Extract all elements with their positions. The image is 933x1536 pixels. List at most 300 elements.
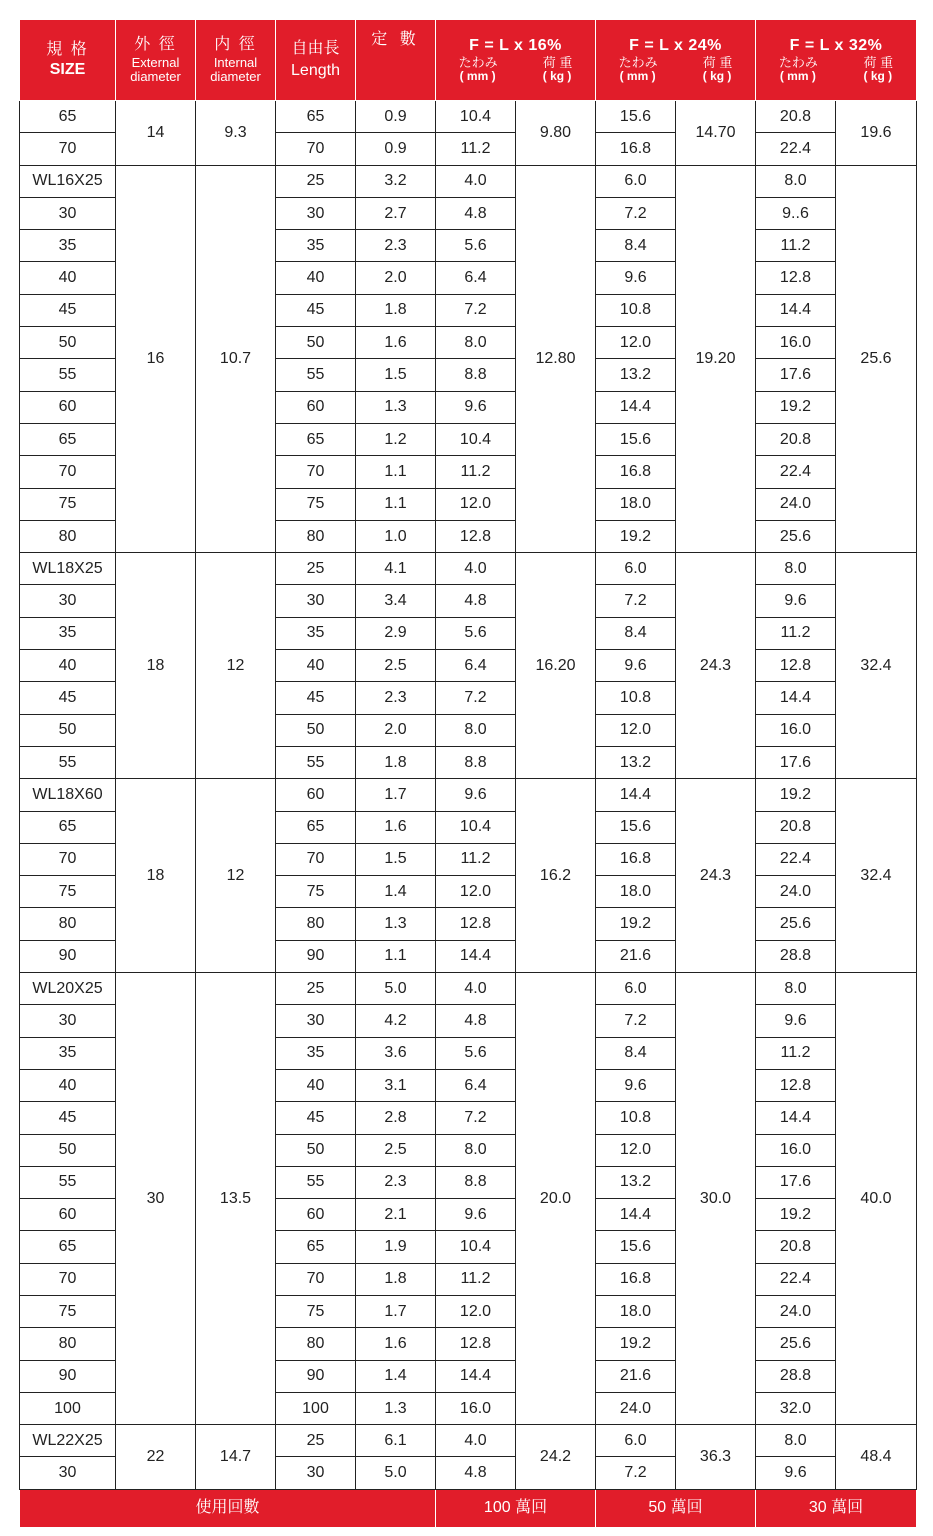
deflection-16-cell: 16.0 (436, 1392, 516, 1424)
length-cell: 70 (276, 843, 356, 875)
external-diameter-cell: 18 (116, 779, 196, 973)
deflection-32-cell: 12.8 (756, 1069, 836, 1101)
deflection-16-cell: 6.4 (436, 650, 516, 682)
size-cell: WL16X25 (20, 165, 116, 197)
load-32-cell: 19.6 (836, 101, 917, 166)
constant-cell: 1.6 (356, 1328, 436, 1360)
footer-life-32: 30 萬回 (756, 1489, 917, 1527)
deflection-24-cell: 6.0 (596, 165, 676, 197)
size-cell: 75 (20, 876, 116, 908)
deflection-24-cell: 6.0 (596, 973, 676, 1005)
constant-cell: 1.8 (356, 294, 436, 326)
deflection-16-cell: 12.8 (436, 520, 516, 552)
size-cell: 30 (20, 1457, 116, 1489)
deflection-24-cell: 9.6 (596, 650, 676, 682)
size-cell: 40 (20, 1069, 116, 1101)
deflection-32-cell: 11.2 (756, 1037, 836, 1069)
load-24-cell: 36.3 (676, 1425, 756, 1490)
deflection-16-cell: 11.2 (436, 1263, 516, 1295)
size-cell: 75 (20, 488, 116, 520)
size-cell: 100 (20, 1392, 116, 1424)
length-cell: 70 (276, 456, 356, 488)
length-cell: 40 (276, 262, 356, 294)
size-cell: 30 (20, 197, 116, 229)
deflection-16-cell: 9.6 (436, 779, 516, 811)
deflection-16-cell: 10.4 (436, 101, 516, 133)
deflection-32-cell: 8.0 (756, 1425, 836, 1457)
deflection-32-cell: 20.8 (756, 811, 836, 843)
deflection-32-cell: 14.4 (756, 682, 836, 714)
length-cell: 60 (276, 779, 356, 811)
size-cell: 55 (20, 746, 116, 778)
length-cell: 30 (276, 197, 356, 229)
deflection-32-cell: 24.0 (756, 1295, 836, 1327)
length-cell: 90 (276, 940, 356, 972)
constant-cell: 1.7 (356, 779, 436, 811)
length-cell: 80 (276, 1328, 356, 1360)
deflection-32-cell: 19.2 (756, 1199, 836, 1231)
length-cell: 65 (276, 811, 356, 843)
footer-life-16: 100 萬回 (436, 1489, 596, 1527)
deflection-16-cell: 8.0 (436, 327, 516, 359)
deflection-24-cell: 21.6 (596, 1360, 676, 1392)
length-cell: 80 (276, 908, 356, 940)
deflection-16-cell: 9.6 (436, 1199, 516, 1231)
deflection-16-cell: 12.0 (436, 1295, 516, 1327)
deflection-16-cell: 8.0 (436, 1134, 516, 1166)
length-cell: 25 (276, 1425, 356, 1457)
length-cell: 30 (276, 1457, 356, 1489)
constant-cell: 1.1 (356, 488, 436, 520)
constant-cell: 1.9 (356, 1231, 436, 1263)
deflection-16-cell: 14.4 (436, 1360, 516, 1392)
length-cell: 40 (276, 650, 356, 682)
header-size: 規 格 SIZE (20, 20, 116, 101)
size-cell: 45 (20, 1102, 116, 1134)
size-cell: 90 (20, 940, 116, 972)
deflection-32-cell: 28.8 (756, 940, 836, 972)
table-body (20, 101, 917, 1490)
deflection-16-cell: 10.4 (436, 811, 516, 843)
constant-cell: 2.3 (356, 682, 436, 714)
deflection-32-cell: 12.8 (756, 650, 836, 682)
constant-cell: 1.8 (356, 1263, 436, 1295)
internal-diameter-cell: 10.7 (196, 165, 276, 553)
constant-cell: 1.1 (356, 940, 436, 972)
load-24-cell: 30.0 (676, 973, 756, 1425)
deflection-24-cell: 14.4 (596, 391, 676, 423)
table-header (20, 20, 917, 101)
deflection-32-cell: 12.8 (756, 262, 836, 294)
deflection-24-cell: 16.8 (596, 456, 676, 488)
deflection-24-cell: 15.6 (596, 811, 676, 843)
size-cell: 65 (20, 101, 116, 133)
deflection-16-cell: 10.4 (436, 1231, 516, 1263)
length-cell: 50 (276, 1134, 356, 1166)
header-length: 自由長 Length (276, 20, 356, 101)
length-cell: 90 (276, 1360, 356, 1392)
header-group-24: F = L x 24% たわみ 荷 重 ( mm ) ( kg ) (596, 20, 756, 101)
deflection-32-cell: 32.0 (756, 1392, 836, 1424)
external-diameter-cell: 14 (116, 101, 196, 166)
deflection-24-cell: 16.8 (596, 1263, 676, 1295)
deflection-32-cell: 25.6 (756, 520, 836, 552)
internal-diameter-cell: 13.5 (196, 973, 276, 1425)
deflection-16-cell: 8.8 (436, 359, 516, 391)
deflection-24-cell: 8.4 (596, 1037, 676, 1069)
length-cell: 35 (276, 1037, 356, 1069)
deflection-32-cell: 22.4 (756, 843, 836, 875)
constant-cell: 1.5 (356, 843, 436, 875)
constant-cell: 4.2 (356, 1005, 436, 1037)
constant-cell: 3.2 (356, 165, 436, 197)
deflection-24-cell: 8.4 (596, 617, 676, 649)
deflection-16-cell: 4.0 (436, 553, 516, 585)
deflection-32-cell: 20.8 (756, 423, 836, 455)
deflection-16-cell: 4.8 (436, 1457, 516, 1489)
constant-cell: 1.3 (356, 391, 436, 423)
size-cell: 70 (20, 1263, 116, 1295)
length-cell: 80 (276, 520, 356, 552)
deflection-24-cell: 9.6 (596, 262, 676, 294)
deflection-24-cell: 16.8 (596, 843, 676, 875)
deflection-24-cell: 8.4 (596, 230, 676, 262)
deflection-32-cell: 17.6 (756, 1166, 836, 1198)
size-cell: WL20X25 (20, 973, 116, 1005)
constant-cell: 2.9 (356, 617, 436, 649)
length-cell: 45 (276, 294, 356, 326)
deflection-16-cell: 4.8 (436, 197, 516, 229)
deflection-24-cell: 12.0 (596, 714, 676, 746)
deflection-32-cell: 25.6 (756, 908, 836, 940)
size-cell: 65 (20, 1231, 116, 1263)
deflection-32-cell: 9..6 (756, 197, 836, 229)
load-16-cell: 20.0 (516, 973, 596, 1425)
size-cell: 55 (20, 359, 116, 391)
deflection-16-cell: 5.6 (436, 617, 516, 649)
deflection-24-cell: 19.2 (596, 1328, 676, 1360)
deflection-32-cell: 20.8 (756, 101, 836, 133)
deflection-16-cell: 4.0 (436, 973, 516, 1005)
deflection-24-cell: 19.2 (596, 908, 676, 940)
deflection-24-cell: 10.8 (596, 682, 676, 714)
length-cell: 30 (276, 1005, 356, 1037)
deflection-24-cell: 15.6 (596, 423, 676, 455)
deflection-16-cell: 12.0 (436, 488, 516, 520)
deflection-32-cell: 14.4 (756, 294, 836, 326)
load-32-cell: 48.4 (836, 1425, 917, 1490)
deflection-24-cell: 7.2 (596, 1457, 676, 1489)
footer-life-24: 50 萬回 (596, 1489, 756, 1527)
deflection-24-cell: 7.2 (596, 1005, 676, 1037)
deflection-16-cell: 4.0 (436, 165, 516, 197)
constant-cell: 1.4 (356, 1360, 436, 1392)
size-cell: WL22X25 (20, 1425, 116, 1457)
load-16-cell: 16.20 (516, 553, 596, 779)
deflection-32-cell: 16.0 (756, 1134, 836, 1166)
size-cell: 35 (20, 617, 116, 649)
constant-cell: 0.9 (356, 101, 436, 133)
length-cell: 65 (276, 101, 356, 133)
deflection-16-cell: 10.4 (436, 423, 516, 455)
size-cell: WL18X25 (20, 553, 116, 585)
size-cell: 30 (20, 1005, 116, 1037)
deflection-16-cell: 11.2 (436, 456, 516, 488)
deflection-24-cell: 12.0 (596, 1134, 676, 1166)
deflection-16-cell: 4.0 (436, 1425, 516, 1457)
constant-cell: 2.3 (356, 230, 436, 262)
load-32-cell: 32.4 (836, 779, 917, 973)
deflection-32-cell: 19.2 (756, 391, 836, 423)
table-row (20, 101, 917, 133)
external-diameter-cell: 22 (116, 1425, 196, 1490)
size-cell: 55 (20, 1166, 116, 1198)
deflection-32-cell: 16.0 (756, 327, 836, 359)
size-cell: 70 (20, 133, 116, 165)
length-cell: 35 (276, 230, 356, 262)
size-cell: WL18X60 (20, 779, 116, 811)
table-row (20, 779, 917, 811)
constant-cell: 1.6 (356, 327, 436, 359)
load-16-cell: 9.80 (516, 101, 596, 166)
deflection-16-cell: 5.6 (436, 230, 516, 262)
length-cell: 55 (276, 746, 356, 778)
constant-cell: 6.1 (356, 1425, 436, 1457)
deflection-24-cell: 18.0 (596, 876, 676, 908)
constant-cell: 1.4 (356, 876, 436, 908)
deflection-16-cell: 11.2 (436, 843, 516, 875)
deflection-24-cell: 10.8 (596, 1102, 676, 1134)
constant-cell: 3.4 (356, 585, 436, 617)
header-internal-diameter: 内 徑 Internal diameter (196, 20, 276, 101)
deflection-24-cell: 13.2 (596, 746, 676, 778)
size-cell: 60 (20, 391, 116, 423)
deflection-24-cell: 18.0 (596, 1295, 676, 1327)
length-cell: 55 (276, 1166, 356, 1198)
internal-diameter-cell: 14.7 (196, 1425, 276, 1490)
footer-label: 使用回數 (20, 1489, 436, 1527)
constant-cell: 2.1 (356, 1199, 436, 1231)
length-cell: 25 (276, 165, 356, 197)
spring-spec-table (19, 19, 917, 1528)
size-cell: 50 (20, 714, 116, 746)
constant-cell: 1.0 (356, 520, 436, 552)
size-cell: 35 (20, 1037, 116, 1069)
size-cell: 50 (20, 327, 116, 359)
constant-cell: 1.7 (356, 1295, 436, 1327)
load-24-cell: 19.20 (676, 165, 756, 553)
constant-cell: 2.8 (356, 1102, 436, 1134)
header-group-32: F = L x 32% たわみ 荷 重 ( mm ) ( kg ) (756, 20, 917, 101)
internal-diameter-cell: 12 (196, 779, 276, 973)
deflection-24-cell: 14.4 (596, 1199, 676, 1231)
deflection-24-cell: 13.2 (596, 359, 676, 391)
size-cell: 70 (20, 843, 116, 875)
deflection-32-cell: 8.0 (756, 553, 836, 585)
constant-cell: 1.1 (356, 456, 436, 488)
deflection-32-cell: 8.0 (756, 165, 836, 197)
length-cell: 65 (276, 423, 356, 455)
deflection-24-cell: 18.0 (596, 488, 676, 520)
constant-cell: 1.5 (356, 359, 436, 391)
deflection-24-cell: 21.6 (596, 940, 676, 972)
deflection-16-cell: 12.8 (436, 1328, 516, 1360)
length-cell: 55 (276, 359, 356, 391)
deflection-16-cell: 12.0 (436, 876, 516, 908)
load-24-cell: 24.3 (676, 779, 756, 973)
deflection-32-cell: 22.4 (756, 1263, 836, 1295)
constant-cell: 3.1 (356, 1069, 436, 1101)
constant-cell: 2.3 (356, 1166, 436, 1198)
deflection-32-cell: 9.6 (756, 585, 836, 617)
deflection-24-cell: 6.0 (596, 553, 676, 585)
length-cell: 70 (276, 1263, 356, 1295)
size-cell: 60 (20, 1199, 116, 1231)
deflection-32-cell: 20.8 (756, 1231, 836, 1263)
size-cell: 80 (20, 520, 116, 552)
size-cell: 30 (20, 585, 116, 617)
constant-cell: 2.7 (356, 197, 436, 229)
size-cell: 75 (20, 1295, 116, 1327)
deflection-24-cell: 6.0 (596, 1425, 676, 1457)
load-16-cell: 16.2 (516, 779, 596, 973)
table-row (20, 973, 917, 1005)
load-16-cell: 12.80 (516, 165, 596, 553)
constant-cell: 1.2 (356, 423, 436, 455)
table-row (20, 1425, 917, 1457)
length-cell: 25 (276, 553, 356, 585)
deflection-32-cell: 16.0 (756, 714, 836, 746)
deflection-32-cell: 22.4 (756, 133, 836, 165)
load-32-cell: 25.6 (836, 165, 917, 553)
constant-cell: 4.1 (356, 553, 436, 585)
load-24-cell: 14.70 (676, 101, 756, 166)
deflection-32-cell: 17.6 (756, 746, 836, 778)
constant-cell: 1.3 (356, 908, 436, 940)
length-cell: 75 (276, 488, 356, 520)
deflection-32-cell: 22.4 (756, 456, 836, 488)
deflection-24-cell: 16.8 (596, 133, 676, 165)
size-cell: 45 (20, 682, 116, 714)
header-group-16: F = L x 16% たわみ 荷 重 ( mm ) ( kg ) (436, 20, 596, 101)
length-cell: 40 (276, 1069, 356, 1101)
size-cell: 40 (20, 262, 116, 294)
deflection-32-cell: 24.0 (756, 488, 836, 520)
internal-diameter-cell: 12 (196, 553, 276, 779)
constant-cell: 0.9 (356, 133, 436, 165)
deflection-16-cell: 5.6 (436, 1037, 516, 1069)
constant-cell: 5.0 (356, 1457, 436, 1489)
constant-cell: 2.5 (356, 1134, 436, 1166)
size-cell: 45 (20, 294, 116, 326)
internal-diameter-cell: 9.3 (196, 101, 276, 166)
deflection-16-cell: 8.8 (436, 1166, 516, 1198)
deflection-24-cell: 24.0 (596, 1392, 676, 1424)
deflection-16-cell: 11.2 (436, 133, 516, 165)
deflection-32-cell: 9.6 (756, 1005, 836, 1037)
deflection-32-cell: 11.2 (756, 230, 836, 262)
length-cell: 75 (276, 1295, 356, 1327)
deflection-16-cell: 6.4 (436, 1069, 516, 1101)
deflection-16-cell: 9.6 (436, 391, 516, 423)
deflection-32-cell: 19.2 (756, 779, 836, 811)
deflection-16-cell: 7.2 (436, 1102, 516, 1134)
length-cell: 25 (276, 973, 356, 1005)
load-32-cell: 40.0 (836, 973, 917, 1425)
length-cell: 60 (276, 1199, 356, 1231)
header-constant: 定 數 (356, 20, 436, 101)
deflection-16-cell: 8.8 (436, 746, 516, 778)
deflection-32-cell: 17.6 (756, 359, 836, 391)
deflection-16-cell: 7.2 (436, 682, 516, 714)
size-cell: 90 (20, 1360, 116, 1392)
deflection-24-cell: 15.6 (596, 101, 676, 133)
length-cell: 50 (276, 327, 356, 359)
deflection-32-cell: 14.4 (756, 1102, 836, 1134)
length-cell: 50 (276, 714, 356, 746)
constant-cell: 2.5 (356, 650, 436, 682)
load-32-cell: 32.4 (836, 553, 917, 779)
deflection-16-cell: 6.4 (436, 262, 516, 294)
deflection-24-cell: 15.6 (596, 1231, 676, 1263)
constant-cell: 2.0 (356, 262, 436, 294)
deflection-24-cell: 10.8 (596, 294, 676, 326)
load-24-cell: 24.3 (676, 553, 756, 779)
constant-cell: 1.6 (356, 811, 436, 843)
footer-row (20, 1489, 917, 1527)
deflection-32-cell: 24.0 (756, 876, 836, 908)
deflection-16-cell: 7.2 (436, 294, 516, 326)
deflection-24-cell: 12.0 (596, 327, 676, 359)
deflection-24-cell: 19.2 (596, 520, 676, 552)
length-cell: 45 (276, 682, 356, 714)
table-row (20, 165, 917, 197)
table-row (20, 553, 917, 585)
deflection-24-cell: 7.2 (596, 585, 676, 617)
header-external-diameter: 外 徑 External diameter (116, 20, 196, 101)
deflection-16-cell: 8.0 (436, 714, 516, 746)
constant-cell: 2.0 (356, 714, 436, 746)
length-cell: 45 (276, 1102, 356, 1134)
external-diameter-cell: 18 (116, 553, 196, 779)
external-diameter-cell: 16 (116, 165, 196, 553)
size-cell: 40 (20, 650, 116, 682)
external-diameter-cell: 30 (116, 973, 196, 1425)
constant-cell: 1.3 (356, 1392, 436, 1424)
deflection-32-cell: 8.0 (756, 973, 836, 1005)
constant-cell: 5.0 (356, 973, 436, 1005)
deflection-24-cell: 14.4 (596, 779, 676, 811)
deflection-24-cell: 7.2 (596, 197, 676, 229)
length-cell: 35 (276, 617, 356, 649)
size-cell: 80 (20, 908, 116, 940)
size-cell: 65 (20, 423, 116, 455)
length-cell: 75 (276, 876, 356, 908)
deflection-24-cell: 9.6 (596, 1069, 676, 1101)
length-cell: 70 (276, 133, 356, 165)
deflection-24-cell: 13.2 (596, 1166, 676, 1198)
size-cell: 80 (20, 1328, 116, 1360)
load-16-cell: 24.2 (516, 1425, 596, 1490)
length-cell: 100 (276, 1392, 356, 1424)
deflection-32-cell: 11.2 (756, 617, 836, 649)
deflection-32-cell: 9.6 (756, 1457, 836, 1489)
deflection-16-cell: 4.8 (436, 585, 516, 617)
length-cell: 65 (276, 1231, 356, 1263)
length-cell: 30 (276, 585, 356, 617)
deflection-16-cell: 12.8 (436, 908, 516, 940)
deflection-32-cell: 25.6 (756, 1328, 836, 1360)
